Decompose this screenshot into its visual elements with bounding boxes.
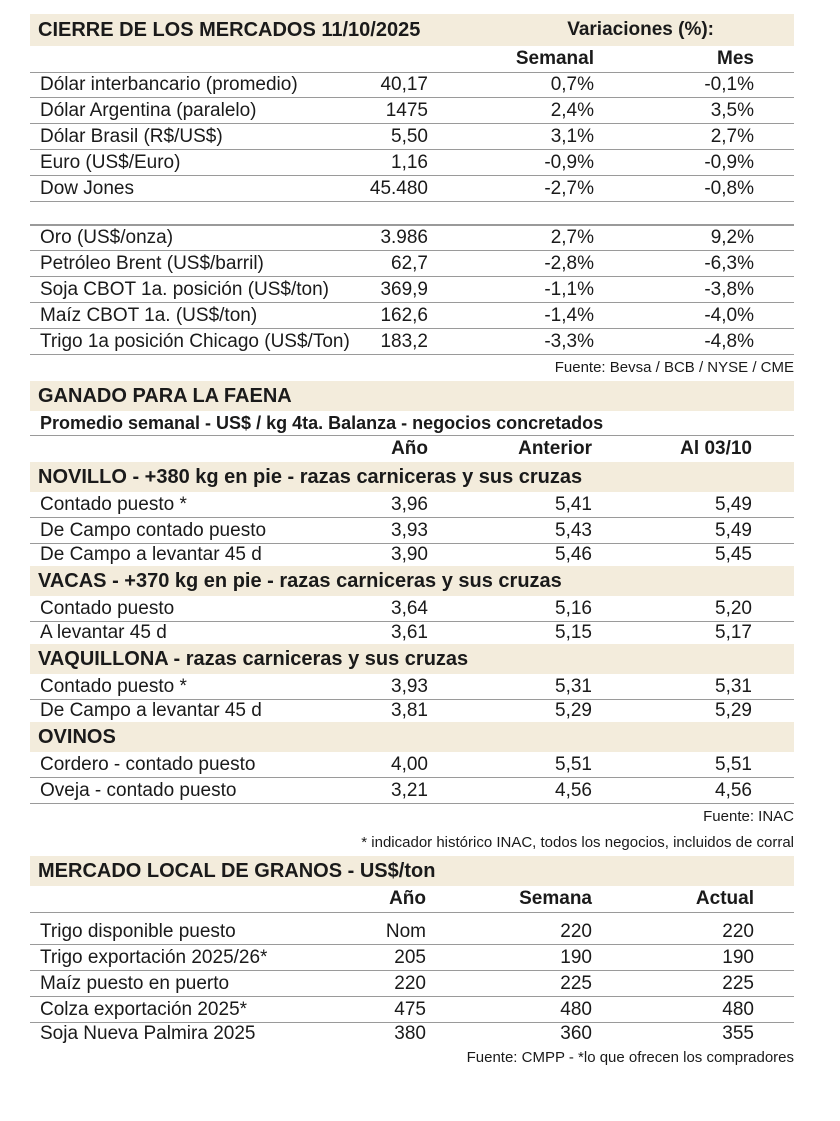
table-row xyxy=(30,544,794,566)
row-value: 40,17 xyxy=(380,74,428,95)
row-year: Nom xyxy=(385,920,426,942)
market-report xyxy=(30,14,794,1071)
row-value: 62,7 xyxy=(391,252,428,274)
cattle-source: Fuente: INAC xyxy=(703,808,794,825)
cattle-group-title: OVINOS xyxy=(30,722,794,752)
row-week-change: -0,9% xyxy=(544,151,594,173)
row-year: 3,96 xyxy=(391,493,428,515)
table-row xyxy=(30,124,794,150)
row-month-change: 3,5% xyxy=(710,99,754,121)
markets-source: Fuente: Bevsa / BCB / NYSE / CME xyxy=(554,359,794,376)
row-label: Trigo disponible puesto xyxy=(40,920,236,942)
table-row xyxy=(30,150,794,176)
row-year: 3,61 xyxy=(391,622,428,643)
row-year: 4,00 xyxy=(391,753,428,775)
row-label: Oro (US$/onza) xyxy=(40,227,174,248)
row-week: 480 xyxy=(560,998,592,1020)
row-now: 225 xyxy=(722,972,754,994)
cattle-column-headers xyxy=(30,436,794,462)
row-year: 3,93 xyxy=(391,675,428,697)
row-value: 1475 xyxy=(385,99,428,121)
row-month-change: 2,7% xyxy=(710,125,754,147)
row-prev: 5,43 xyxy=(555,519,592,541)
row-prev: 5,51 xyxy=(555,753,592,775)
row-value: 183,2 xyxy=(380,330,428,352)
row-label: Contado puesto * xyxy=(40,675,187,697)
table-row xyxy=(30,778,794,804)
row-month-change: -3,8% xyxy=(704,278,754,300)
row-label: Dow Jones xyxy=(40,177,134,199)
markets-column-headers xyxy=(30,46,794,72)
table-row xyxy=(30,329,794,355)
row-week-change: -1,4% xyxy=(544,304,594,326)
cattle-groups xyxy=(30,462,794,804)
markets-table-b xyxy=(30,225,794,355)
row-week: 360 xyxy=(560,1023,592,1044)
variations-label: Variaciones (%): xyxy=(567,19,714,40)
table-row xyxy=(30,176,794,202)
table-row xyxy=(30,98,794,124)
row-value: 45.480 xyxy=(369,177,428,199)
col-year: Año xyxy=(391,438,428,459)
row-year: 475 xyxy=(394,998,426,1020)
row-year: 3,90 xyxy=(391,544,428,565)
row-value: 3.986 xyxy=(380,227,428,248)
row-prev: 5,41 xyxy=(555,493,592,515)
row-week-change: 2,7% xyxy=(550,227,594,248)
cattle-group-title: VAQUILLONA - razas carniceras y sus cruzas xyxy=(30,644,794,674)
row-year: 3,81 xyxy=(391,700,428,721)
cattle-subtitle: Promedio semanal - US$ / kg 4ta. Balanza - negocios concretados xyxy=(30,411,794,436)
row-month-change: -0,8% xyxy=(704,177,754,199)
row-week-change: -1,1% xyxy=(544,278,594,300)
row-label: De Campo a levantar 45 d xyxy=(40,700,262,721)
row-label: Dólar interbancario (promedio) xyxy=(40,74,298,95)
row-date: 5,45 xyxy=(715,544,752,565)
spacer xyxy=(30,202,794,225)
row-date: 5,31 xyxy=(715,675,752,697)
row-week-change: 3,1% xyxy=(550,125,594,147)
table-row xyxy=(30,674,794,700)
cattle-group-title: VACAS - +370 kg en pie - razas carniceras y sus cruzas xyxy=(30,566,794,596)
grains-column-headers xyxy=(30,886,794,913)
grains-title: MERCADO LOCAL DE GRANOS - US$/ton xyxy=(30,856,794,886)
row-week: 190 xyxy=(560,946,592,968)
row-label: Maíz puesto en puerto xyxy=(40,972,230,994)
col-week: Semanal xyxy=(515,48,594,69)
row-now: 355 xyxy=(722,1023,754,1044)
row-year: 205 xyxy=(394,946,426,968)
row-label: Trigo exportación 2025/26* xyxy=(40,946,268,968)
cattle-group-title: NOVILLO - +380 kg en pie - razas carniceras y sus cruzas xyxy=(30,462,794,492)
row-year: 220 xyxy=(394,972,426,994)
col-date: Al 03/10 xyxy=(680,438,752,459)
table-row xyxy=(30,518,794,544)
row-label: Colza exportación 2025* xyxy=(40,998,248,1020)
row-date: 4,56 xyxy=(715,779,752,801)
row-date: 5,49 xyxy=(715,493,752,515)
col-now: Actual xyxy=(695,888,754,909)
table-row xyxy=(30,622,794,644)
row-year: 380 xyxy=(394,1023,426,1044)
row-label: Contado puesto * xyxy=(40,493,187,515)
row-month-change: -0,1% xyxy=(704,74,754,95)
row-label: Soja Nueva Palmira 2025 xyxy=(40,1023,256,1044)
row-month-change: 9,2% xyxy=(710,227,754,248)
cattle-title: GANADO PARA LA FAENA xyxy=(30,381,794,411)
row-month-change: -4,8% xyxy=(704,330,754,352)
row-now: 480 xyxy=(722,998,754,1020)
row-month-change: -4,0% xyxy=(704,304,754,326)
row-week-change: -2,7% xyxy=(544,177,594,199)
row-value: 369,9 xyxy=(380,278,428,300)
row-label: Dólar Argentina (paralelo) xyxy=(40,99,257,121)
table-row xyxy=(30,596,794,622)
row-date: 5,20 xyxy=(715,597,752,619)
table-row xyxy=(30,997,794,1023)
table-row xyxy=(30,492,794,518)
row-prev: 4,56 xyxy=(555,779,592,801)
table-row xyxy=(30,752,794,778)
grains-source: Fuente: CMPP - *lo que ofrecen los compradores xyxy=(466,1049,794,1066)
row-date: 5,17 xyxy=(715,622,752,643)
row-label: Cordero - contado puesto xyxy=(40,753,256,775)
row-date: 5,51 xyxy=(715,753,752,775)
table-row xyxy=(30,277,794,303)
table-row xyxy=(30,251,794,277)
col-year: Año xyxy=(389,888,426,909)
row-year: 3,93 xyxy=(391,519,428,541)
table-row xyxy=(30,919,794,945)
row-label: A levantar 45 d xyxy=(40,622,167,643)
markets-title: CIERRE DE LOS MERCADOS 11/10/2025 xyxy=(38,18,421,41)
row-week-change: -2,8% xyxy=(544,252,594,274)
table-row xyxy=(30,700,794,722)
row-label: De Campo a levantar 45 d xyxy=(40,544,262,565)
row-year: 3,21 xyxy=(391,779,428,801)
row-prev: 5,15 xyxy=(555,622,592,643)
row-label: Trigo 1a posición Chicago (US$/Ton) xyxy=(40,330,350,352)
row-value: 5,50 xyxy=(391,125,428,147)
grains-table xyxy=(30,919,794,1045)
row-week-change: 0,7% xyxy=(550,74,594,95)
row-week-change: 2,4% xyxy=(550,99,594,121)
row-prev: 5,29 xyxy=(555,700,592,721)
row-week-change: -3,3% xyxy=(544,330,594,352)
col-prev: Anterior xyxy=(518,438,592,459)
row-now: 220 xyxy=(722,920,754,942)
row-now: 190 xyxy=(722,946,754,968)
col-month: Mes xyxy=(717,48,754,69)
table-row xyxy=(30,945,794,971)
table-row xyxy=(30,971,794,997)
cattle-note: * indicador histórico INAC, todos los negocios, incluidos de corral xyxy=(361,834,794,851)
col-week: Semana xyxy=(519,888,592,909)
row-label: Contado puesto xyxy=(40,597,175,619)
row-date: 5,49 xyxy=(715,519,752,541)
row-value: 162,6 xyxy=(380,304,428,326)
row-date: 5,29 xyxy=(715,700,752,721)
row-label: Maíz CBOT 1a. (US$/ton) xyxy=(40,304,258,326)
row-label: Dólar Brasil (R$/US$) xyxy=(40,125,223,147)
row-label: De Campo contado puesto xyxy=(40,519,267,541)
row-prev: 5,46 xyxy=(555,544,592,565)
row-label: Soja CBOT 1a. posición (US$/ton) xyxy=(40,278,330,300)
table-row xyxy=(30,1023,794,1045)
row-label: Oveja - contado puesto xyxy=(40,779,237,801)
table-row xyxy=(30,72,794,98)
table-row xyxy=(30,225,794,251)
row-label: Petróleo Brent (US$/barril) xyxy=(40,252,264,274)
row-label: Euro (US$/Euro) xyxy=(40,151,181,173)
row-year: 3,64 xyxy=(391,597,428,619)
row-prev: 5,31 xyxy=(555,675,592,697)
row-month-change: -6,3% xyxy=(704,252,754,274)
table-row xyxy=(30,303,794,329)
markets-header xyxy=(30,14,794,46)
row-week: 220 xyxy=(560,920,592,942)
row-prev: 5,16 xyxy=(555,597,592,619)
row-month-change: -0,9% xyxy=(704,151,754,173)
markets-table-a xyxy=(30,72,794,202)
row-week: 225 xyxy=(560,972,592,994)
row-value: 1,16 xyxy=(391,151,428,173)
